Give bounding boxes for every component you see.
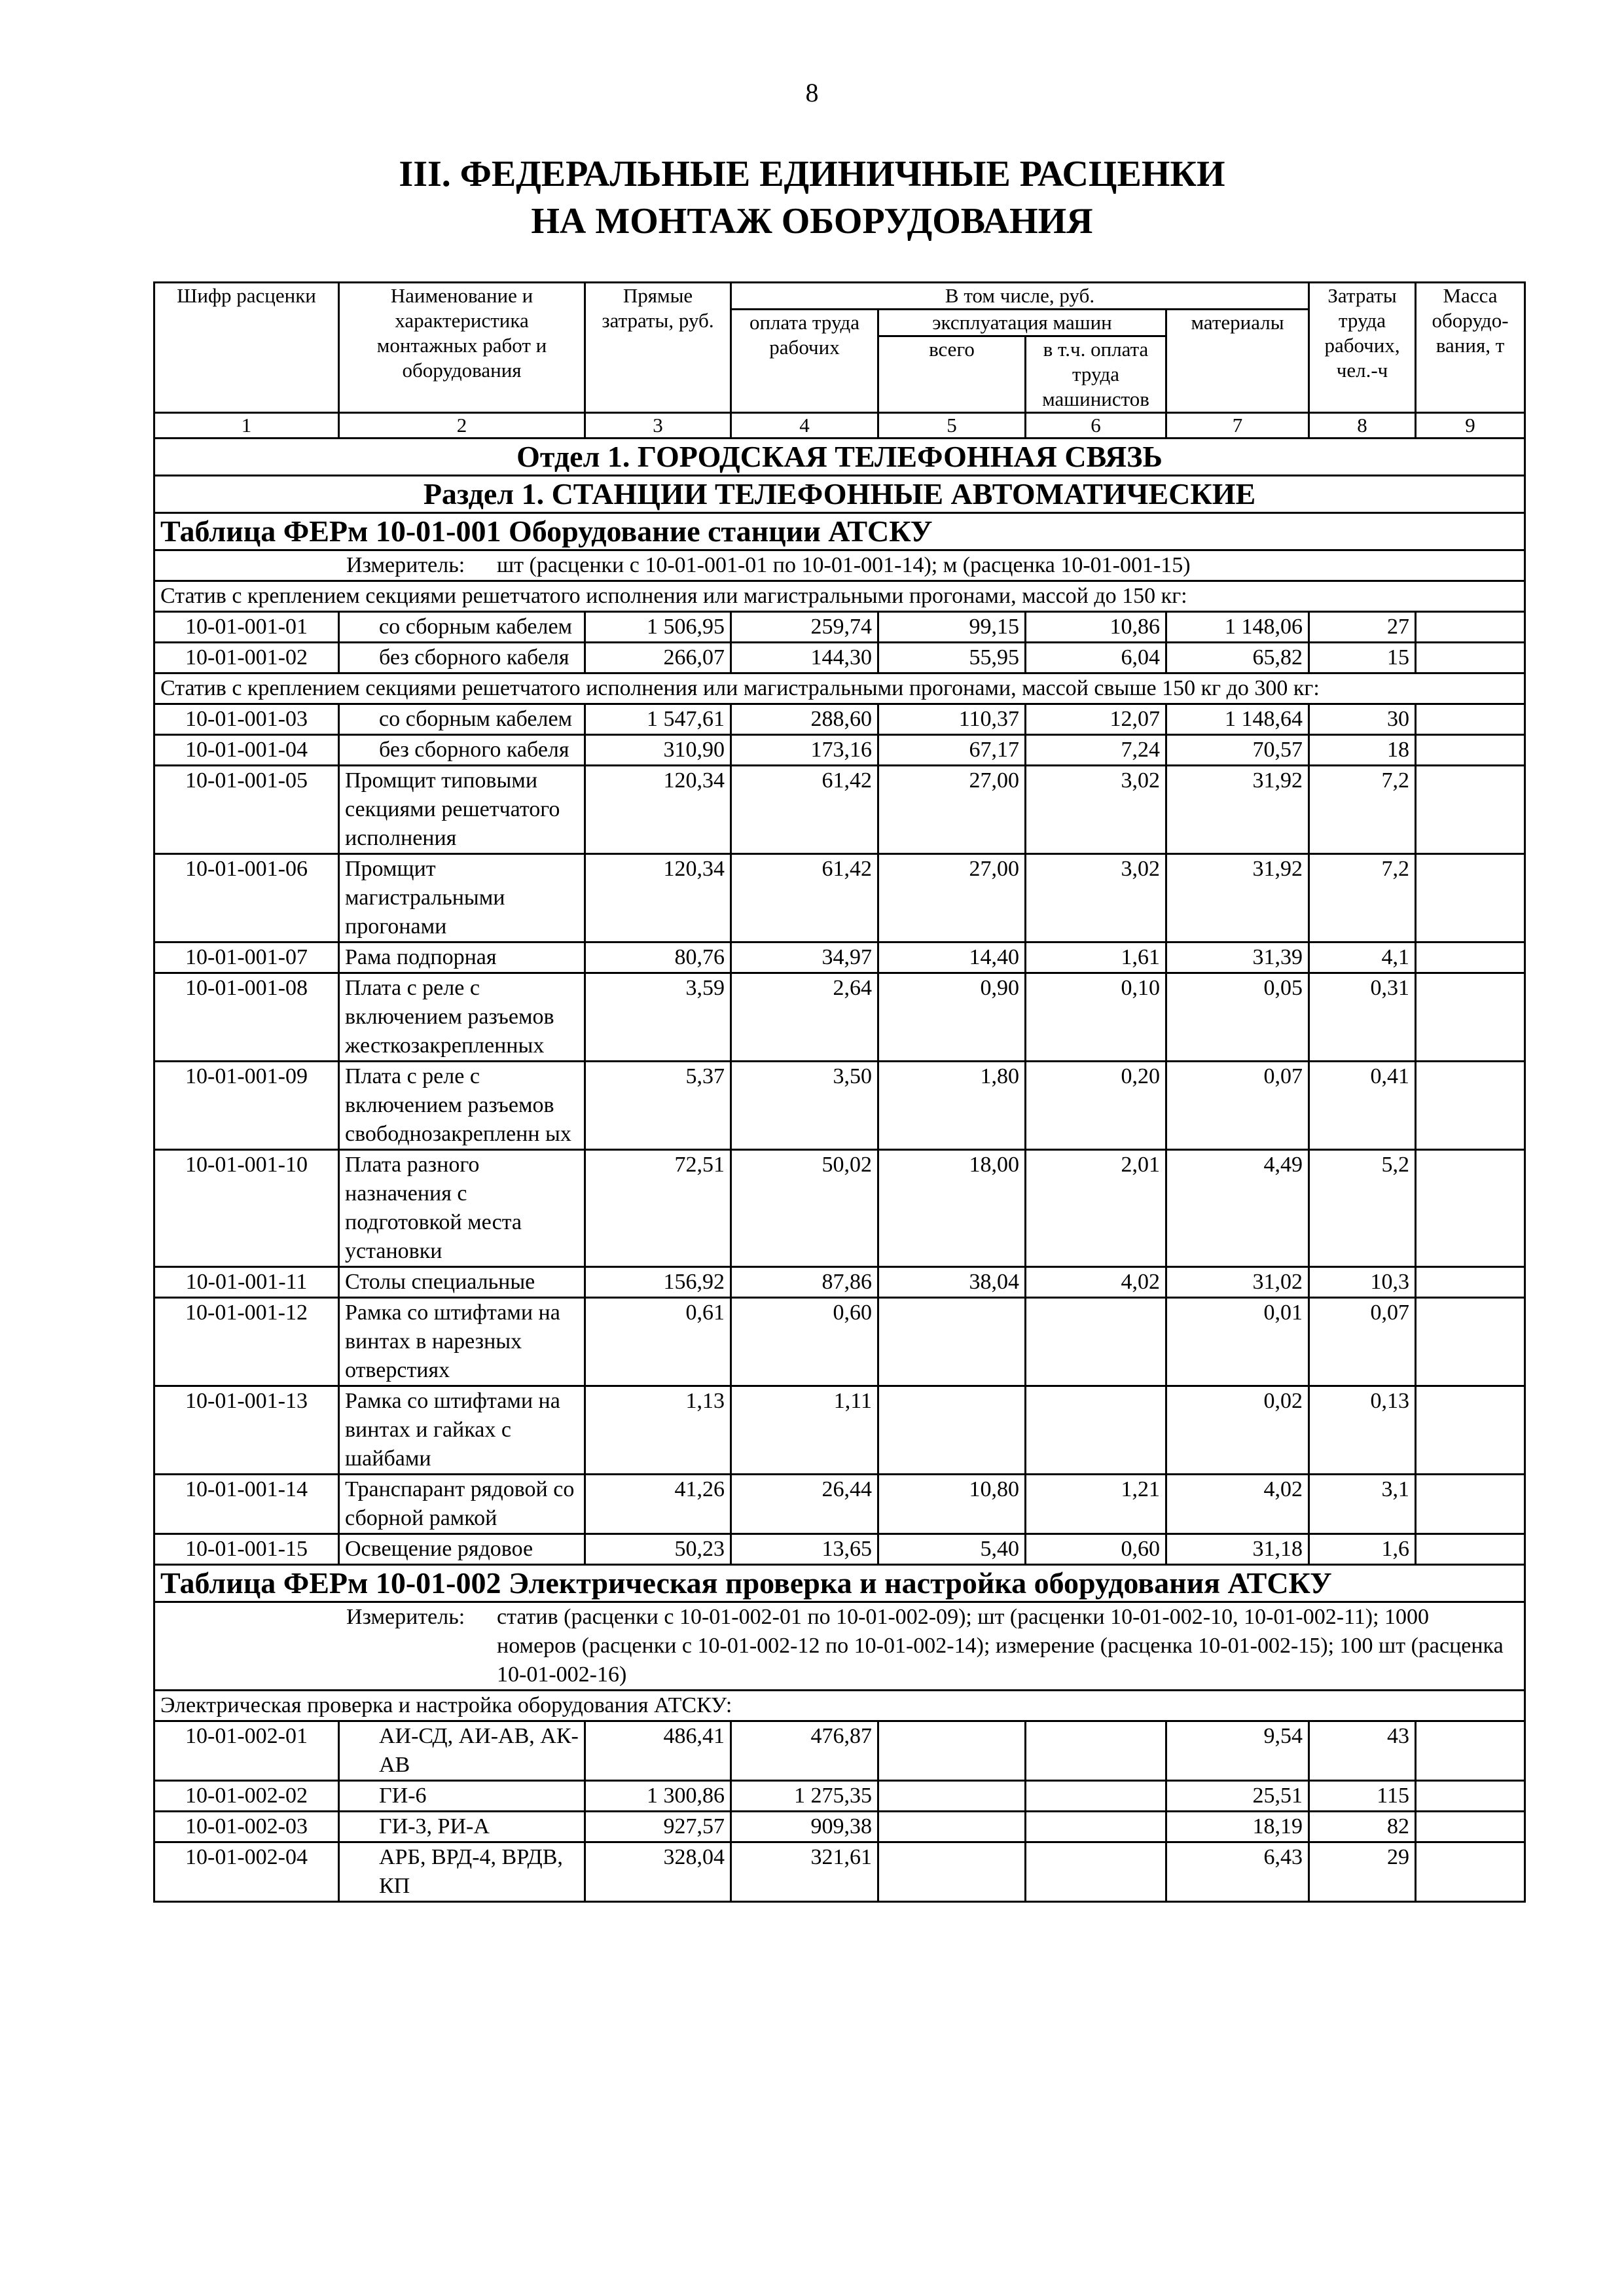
- labor-hours: 0,07: [1309, 1298, 1416, 1386]
- direct-cost: 1 506,95: [585, 612, 731, 643]
- table-row: [154, 942, 1525, 973]
- work-name: Плата разного назначения с подготовкой места установки: [339, 1150, 585, 1267]
- machines-total: 27,00: [878, 854, 1026, 942]
- equipment-mass: [1416, 942, 1525, 973]
- equipment-mass: [1416, 1842, 1525, 1902]
- machinist-pay: 4,02: [1026, 1267, 1166, 1298]
- direct-cost: 3,59: [585, 973, 731, 1062]
- rate-code: 10-01-001-10: [154, 1150, 339, 1267]
- direct-cost: 5,37: [585, 1062, 731, 1150]
- table-row: [154, 735, 1525, 766]
- labor-hours: 4,1: [1309, 942, 1416, 973]
- labor-pay: 321,61: [731, 1842, 878, 1902]
- table-row: [154, 1267, 1525, 1298]
- col-num: 6: [1026, 413, 1166, 439]
- title-line-1: III. ФЕДЕРАЛЬНЫЕ ЕДИНИЧНЫЕ РАСЦЕНКИ: [399, 154, 1225, 194]
- rate-code: 10-01-002-04: [154, 1842, 339, 1902]
- table-row: [154, 612, 1525, 643]
- table-title: Таблица ФЕРм 10-01-001 Оборудование станции АТСКУ: [154, 513, 1525, 550]
- direct-cost: 927,57: [585, 1812, 731, 1842]
- rate-code: 10-01-001-11: [154, 1267, 339, 1298]
- labor-hours: 0,13: [1309, 1386, 1416, 1475]
- equipment-mass: [1416, 1062, 1525, 1150]
- machinist-pay: [1026, 1812, 1166, 1842]
- rate-code: 10-01-001-01: [154, 612, 339, 643]
- labor-pay: 34,97: [731, 942, 878, 973]
- equipment-mass: [1416, 704, 1525, 735]
- machinist-pay: 6,04: [1026, 643, 1166, 673]
- work-name: Рамка со штифтами на винтах в нарезных отверстиях: [339, 1298, 585, 1386]
- direct-cost: 328,04: [585, 1842, 731, 1902]
- materials-cost: 25,51: [1166, 1781, 1309, 1812]
- machines-total: 99,15: [878, 612, 1026, 643]
- equipment-mass: [1416, 1721, 1525, 1781]
- header-machines: эксплуатация машин: [878, 310, 1166, 336]
- machinist-pay: 3,02: [1026, 766, 1166, 854]
- machines-total: 1,80: [878, 1062, 1026, 1150]
- col-num: 2: [339, 413, 585, 439]
- labor-pay: 61,42: [731, 854, 878, 942]
- direct-cost: 1 300,86: [585, 1781, 731, 1812]
- table-row: [154, 1842, 1525, 1902]
- machines-total: 110,37: [878, 704, 1026, 735]
- section-title: Раздел 1. СТАНЦИИ ТЕЛЕФОННЫЕ АВТОМАТИЧЕСКИЕ: [154, 476, 1525, 513]
- machinist-pay: 1,61: [1026, 942, 1166, 973]
- table-row: [154, 1150, 1525, 1267]
- direct-cost: 1 547,61: [585, 704, 731, 735]
- table-row: [154, 1386, 1525, 1475]
- work-name: Промщит магистральными прогонами: [339, 854, 585, 942]
- table-row: [154, 1812, 1525, 1842]
- work-name: Освещение рядовое: [339, 1534, 585, 1565]
- work-name: Столы специальные: [339, 1267, 585, 1298]
- labor-pay: 3,50: [731, 1062, 878, 1150]
- table-row: [154, 1475, 1525, 1534]
- rate-code: 10-01-002-01: [154, 1721, 339, 1781]
- header-machinist: в т.ч. оплата труда машинистов: [1026, 336, 1166, 413]
- direct-cost: 266,07: [585, 643, 731, 673]
- labor-pay: 288,60: [731, 704, 878, 735]
- col-num: 3: [585, 413, 731, 439]
- equipment-mass: [1416, 735, 1525, 766]
- header-materials: материалы: [1166, 310, 1309, 413]
- rate-code: 10-01-001-04: [154, 735, 339, 766]
- page-number: 8: [805, 78, 819, 107]
- machines-total: 10,80: [878, 1475, 1026, 1534]
- direct-cost: 486,41: [585, 1721, 731, 1781]
- machines-total: [878, 1812, 1026, 1842]
- header-incl: В том числе, руб.: [731, 283, 1309, 310]
- machines-total: [878, 1721, 1026, 1781]
- header-direct: Прямые затраты, руб.: [585, 283, 731, 413]
- equipment-mass: [1416, 612, 1525, 643]
- direct-cost: 80,76: [585, 942, 731, 973]
- machines-total: [878, 1842, 1026, 1902]
- equipment-mass: [1416, 973, 1525, 1062]
- labor-pay: 259,74: [731, 612, 878, 643]
- equipment-mass: [1416, 1386, 1525, 1475]
- work-name: АРБ, ВРД-4, ВРДВ, КП: [339, 1842, 585, 1902]
- labor-hours: 0,31: [1309, 973, 1416, 1062]
- table-row: [154, 1534, 1525, 1565]
- equipment-mass: [1416, 854, 1525, 942]
- direct-cost: 1,13: [585, 1386, 731, 1475]
- labor-pay: 2,64: [731, 973, 878, 1062]
- labor-hours: 3,1: [1309, 1475, 1416, 1534]
- department-title: Отдел 1. ГОРОДСКАЯ ТЕЛЕФОННАЯ СВЯЗЬ: [154, 439, 1525, 476]
- machines-total: 27,00: [878, 766, 1026, 854]
- work-name: Плата с реле с включением разъемов жесткозакрепленных: [339, 973, 585, 1062]
- col-num: 8: [1309, 413, 1416, 439]
- rate-code: 10-01-001-05: [154, 766, 339, 854]
- machines-total: [878, 1386, 1026, 1475]
- machines-total: 5,40: [878, 1534, 1026, 1565]
- labor-hours: 7,2: [1309, 854, 1416, 942]
- equipment-mass: [1416, 1267, 1525, 1298]
- materials-cost: 31,39: [1166, 942, 1309, 973]
- machines-total: 55,95: [878, 643, 1026, 673]
- rate-code: 10-01-001-14: [154, 1475, 339, 1534]
- materials-cost: 1 148,06: [1166, 612, 1309, 643]
- materials-cost: 6,43: [1166, 1842, 1309, 1902]
- work-name: без сборного кабеля: [339, 735, 585, 766]
- col-num: 4: [731, 413, 878, 439]
- labor-pay: 0,60: [731, 1298, 878, 1386]
- header-labor: оплата труда рабочих: [731, 310, 878, 413]
- labor-pay: 144,30: [731, 643, 878, 673]
- materials-cost: 0,05: [1166, 973, 1309, 1062]
- labor-pay: 909,38: [731, 1812, 878, 1842]
- measure-row: [154, 1602, 1525, 1691]
- header-mass: Масса оборудо-вания, т: [1416, 283, 1525, 413]
- rate-code: 10-01-001-06: [154, 854, 339, 942]
- labor-hours: 15: [1309, 643, 1416, 673]
- materials-cost: 18,19: [1166, 1812, 1309, 1842]
- labor-hours: 18: [1309, 735, 1416, 766]
- work-name: ГИ-3, РИ-А: [339, 1812, 585, 1842]
- direct-cost: 41,26: [585, 1475, 731, 1534]
- materials-cost: 70,57: [1166, 735, 1309, 766]
- rate-code: 10-01-001-12: [154, 1298, 339, 1386]
- col-num: 7: [1166, 413, 1309, 439]
- equipment-mass: [1416, 1298, 1525, 1386]
- rate-code: 10-01-001-09: [154, 1062, 339, 1150]
- labor-hours: 82: [1309, 1812, 1416, 1842]
- col-num: 9: [1416, 413, 1525, 439]
- table-row: [154, 1721, 1525, 1781]
- materials-cost: 9,54: [1166, 1721, 1309, 1781]
- header-name: Наименование и характеристика монтажных работ и оборудования: [339, 283, 585, 413]
- equipment-mass: [1416, 1534, 1525, 1565]
- materials-cost: 65,82: [1166, 643, 1309, 673]
- direct-cost: 50,23: [585, 1534, 731, 1565]
- page-title: [0, 151, 1624, 245]
- labor-pay: 61,42: [731, 766, 878, 854]
- equipment-mass: [1416, 1781, 1525, 1812]
- machinist-pay: 0,10: [1026, 973, 1166, 1062]
- header-labor-cost: Затраты труда рабочих, чел.-ч: [1309, 283, 1416, 413]
- materials-cost: 0,07: [1166, 1062, 1309, 1150]
- machinist-pay: 12,07: [1026, 704, 1166, 735]
- table-title: Таблица ФЕРм 10-01-002 Электрическая проверка и настройка оборудования АТСКУ: [154, 1565, 1525, 1602]
- materials-cost: 0,02: [1166, 1386, 1309, 1475]
- equipment-mass: [1416, 766, 1525, 854]
- col-num: 5: [878, 413, 1026, 439]
- labor-pay: 26,44: [731, 1475, 878, 1534]
- materials-cost: 31,18: [1166, 1534, 1309, 1565]
- machinist-pay: 3,02: [1026, 854, 1166, 942]
- header-total: всего: [878, 336, 1026, 413]
- rates-table: [153, 281, 1526, 1903]
- work-name: ГИ-6: [339, 1781, 585, 1812]
- measure-label: Измеритель:: [346, 1605, 465, 1629]
- labor-hours: 0,41: [1309, 1062, 1416, 1150]
- direct-cost: 120,34: [585, 854, 731, 942]
- labor-hours: 10,3: [1309, 1267, 1416, 1298]
- machines-total: [878, 1298, 1026, 1386]
- rate-code: 10-01-001-08: [154, 973, 339, 1062]
- machines-total: 14,40: [878, 942, 1026, 973]
- labor-hours: 7,2: [1309, 766, 1416, 854]
- direct-cost: 120,34: [585, 766, 731, 854]
- machinist-pay: [1026, 1386, 1166, 1475]
- machinist-pay: [1026, 1781, 1166, 1812]
- work-name: со сборным кабелем: [339, 704, 585, 735]
- direct-cost: 310,90: [585, 735, 731, 766]
- labor-pay: 476,87: [731, 1721, 878, 1781]
- machinist-pay: [1026, 1721, 1166, 1781]
- measure-text: статив (расценки с 10-01-002-01 по 10-01-002-09); шт (расценки 10-01-002-10, 10-01-002-11); 1000 номеров (расценки с 10-01-002-12 по 10-01-002-14); измерение (расценка 10-01-002-15); 100 шт (расценка 10-01-002-16): [497, 1605, 1504, 1687]
- work-name: без сборного кабеля: [339, 643, 585, 673]
- rate-code: 10-01-001-13: [154, 1386, 339, 1475]
- work-name: Промщит типовыми секциями решетчатого исполнения: [339, 766, 585, 854]
- table-row: [154, 854, 1525, 942]
- machines-total: 67,17: [878, 735, 1026, 766]
- title-line-2: НА МОНТАЖ ОБОРУДОВАНИЯ: [531, 201, 1093, 242]
- labor-pay: 1 275,35: [731, 1781, 878, 1812]
- materials-cost: 31,02: [1166, 1267, 1309, 1298]
- machines-total: [878, 1781, 1026, 1812]
- work-name: АИ-СД, АИ-АВ, АК-АВ: [339, 1721, 585, 1781]
- materials-cost: 1 148,64: [1166, 704, 1309, 735]
- group-heading: Статив с креплением секциями решетчатого исполнения или магистральными прогонами, массой до 150 кг:: [154, 581, 1525, 612]
- rate-code: 10-01-002-02: [154, 1781, 339, 1812]
- equipment-mass: [1416, 1475, 1525, 1534]
- table-row: [154, 1062, 1525, 1150]
- group-heading: Статив с креплением секциями решетчатого исполнения или магистральными прогонами, массой свыше 150 кг до 300 кг:: [154, 673, 1525, 704]
- labor-pay: 173,16: [731, 735, 878, 766]
- table-row: [154, 1781, 1525, 1812]
- labor-pay: 13,65: [731, 1534, 878, 1565]
- table-row: [154, 766, 1525, 854]
- work-name: Плата с реле с включением разъемов свободнозакрепленн ых: [339, 1062, 585, 1150]
- machinist-pay: 0,60: [1026, 1534, 1166, 1565]
- col-num: 1: [154, 413, 339, 439]
- machinist-pay: 0,20: [1026, 1062, 1166, 1150]
- rate-code: 10-01-001-07: [154, 942, 339, 973]
- machinist-pay: 2,01: [1026, 1150, 1166, 1267]
- work-name: Рама подпорная: [339, 942, 585, 973]
- labor-hours: 29: [1309, 1842, 1416, 1902]
- labor-hours: 43: [1309, 1721, 1416, 1781]
- labor-pay: 87,86: [731, 1267, 878, 1298]
- rate-code: 10-01-002-03: [154, 1812, 339, 1842]
- materials-cost: 4,49: [1166, 1150, 1309, 1267]
- materials-cost: 0,01: [1166, 1298, 1309, 1386]
- machinist-pay: 7,24: [1026, 735, 1166, 766]
- labor-hours: 27: [1309, 612, 1416, 643]
- equipment-mass: [1416, 1812, 1525, 1842]
- labor-hours: 1,6: [1309, 1534, 1416, 1565]
- machinist-pay: 10,86: [1026, 612, 1166, 643]
- rate-code: 10-01-001-03: [154, 704, 339, 735]
- materials-cost: 4,02: [1166, 1475, 1309, 1534]
- measure-text: шт (расценки с 10-01-001-01 по 10-01-001-14); м (расценка 10-01-001-15): [497, 553, 1191, 577]
- work-name: Рамка со штифтами на винтах и гайках с шайбами: [339, 1386, 585, 1475]
- table-row: [154, 704, 1525, 735]
- equipment-mass: [1416, 643, 1525, 673]
- direct-cost: 0,61: [585, 1298, 731, 1386]
- work-name: Транспарант рядовой со сборной рамкой: [339, 1475, 585, 1534]
- machinist-pay: 1,21: [1026, 1475, 1166, 1534]
- materials-cost: 31,92: [1166, 854, 1309, 942]
- machinist-pay: [1026, 1298, 1166, 1386]
- table-row: [154, 1298, 1525, 1386]
- equipment-mass: [1416, 1150, 1525, 1267]
- labor-pay: 50,02: [731, 1150, 878, 1267]
- header-code: Шифр расценки: [154, 283, 339, 413]
- machinist-pay: [1026, 1842, 1166, 1902]
- table-row: [154, 973, 1525, 1062]
- labor-hours: 5,2: [1309, 1150, 1416, 1267]
- rate-code: 10-01-001-02: [154, 643, 339, 673]
- labor-hours: 115: [1309, 1781, 1416, 1812]
- machines-total: 38,04: [878, 1267, 1026, 1298]
- materials-cost: 31,92: [1166, 766, 1309, 854]
- table-row: [154, 643, 1525, 673]
- machines-total: 0,90: [878, 973, 1026, 1062]
- direct-cost: 72,51: [585, 1150, 731, 1267]
- labor-hours: 30: [1309, 704, 1416, 735]
- measure-row: [154, 550, 1525, 581]
- direct-cost: 156,92: [585, 1267, 731, 1298]
- rate-code: 10-01-001-15: [154, 1534, 339, 1565]
- group-heading: Электрическая проверка и настройка оборудования АТСКУ:: [154, 1691, 1525, 1721]
- labor-pay: 1,11: [731, 1386, 878, 1475]
- measure-label: Измеритель:: [346, 553, 465, 577]
- work-name: со сборным кабелем: [339, 612, 585, 643]
- machines-total: 18,00: [878, 1150, 1026, 1267]
